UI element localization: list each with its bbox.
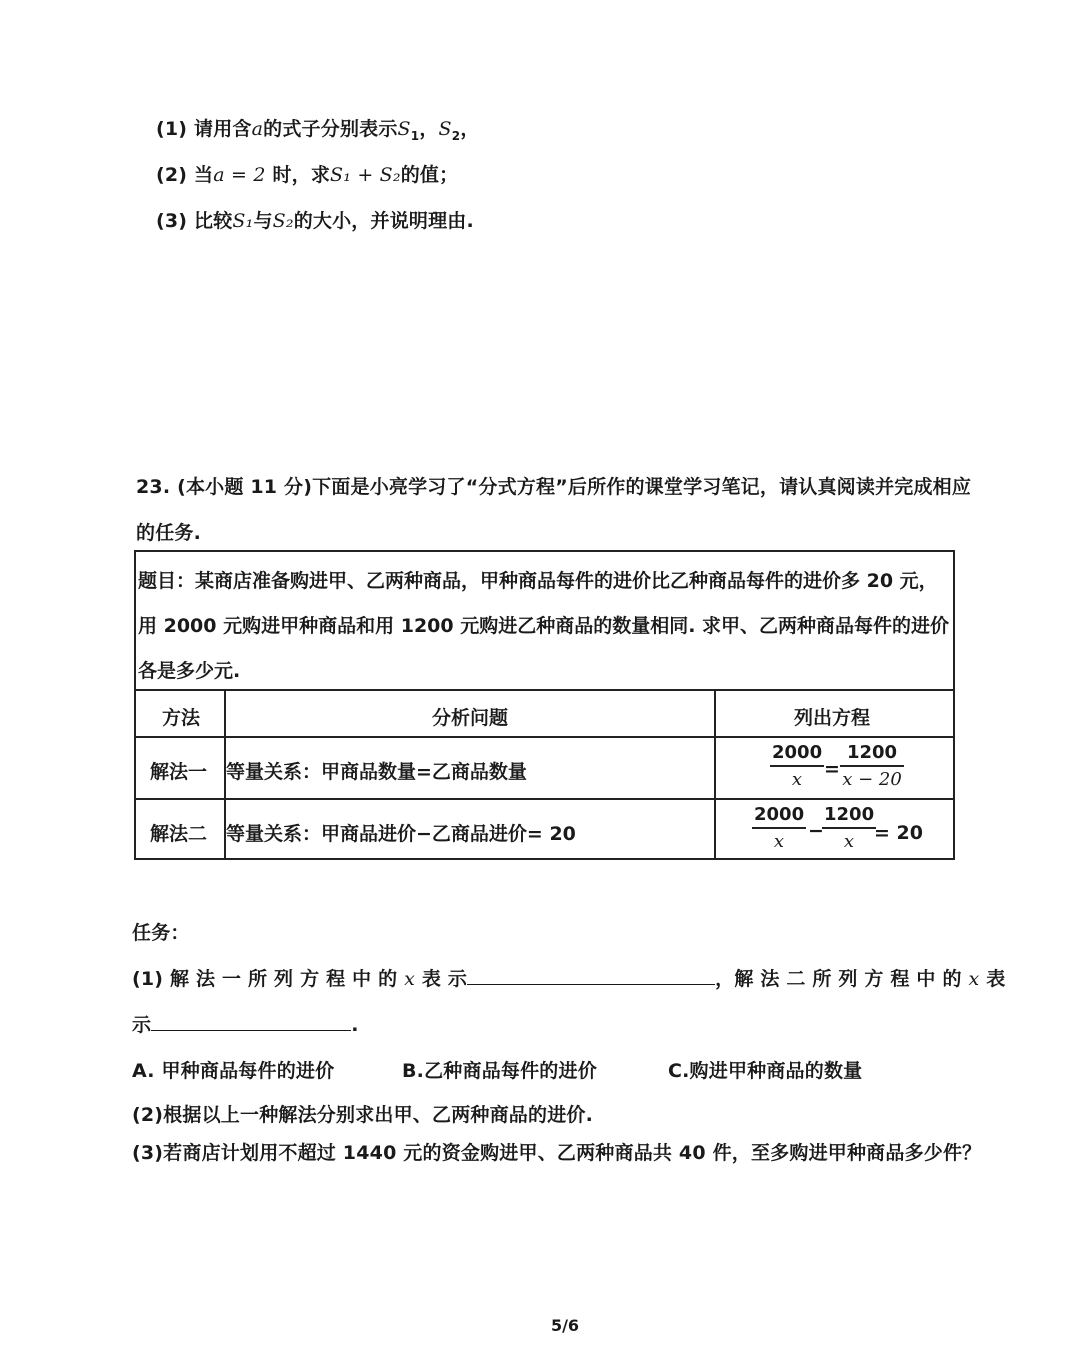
q22-subquestion-3 — [156, 206, 474, 233]
answer-blank-2[interactable] — [151, 1012, 351, 1031]
comma-end: ， — [460, 118, 480, 140]
row-1-fraction-right — [840, 742, 904, 790]
task-1-line-1 — [132, 964, 1005, 991]
task-3: (3)若商店计划用不超过 1440 元的资金购进甲、乙两种商品共 40 件，至多购进甲种商品多少件？ — [132, 1142, 982, 1164]
expr-s1-plus-s2: S₁ + S₂ — [330, 164, 401, 186]
var-x: x — [968, 968, 980, 990]
q23-intro-line-1: 23. (本小题 11 分)下面是小亮学习了“分式方程”后所作的课堂学习笔记，请认真阅读并完成相应 — [136, 476, 972, 498]
task-1-text: (1) 解 法 一 所 列 方 程 中 的 — [132, 968, 398, 990]
numerator: 2000 — [754, 804, 805, 825]
row-2-analysis: 等量关系：甲商品进价−乙商品进价= 20 — [226, 823, 576, 845]
fraction-bar — [822, 827, 876, 829]
q22-subquestion-1 — [156, 114, 480, 143]
table-divider — [136, 798, 953, 800]
q22-subquestion-2 — [156, 160, 458, 187]
q22-3-text-3: 的大小，并说明理由. — [293, 210, 474, 232]
task-1-text-3: ，解 法 二 所 列 方 程 中 的 — [715, 968, 962, 990]
numerator: 1200 — [824, 804, 875, 825]
var-s1: S — [397, 118, 411, 140]
table-divider — [136, 689, 953, 691]
period: . — [351, 1014, 359, 1036]
task-1-text-4: 表 — [986, 968, 1006, 990]
q22-1-text-2: 的式子分别表示 — [263, 118, 398, 140]
option-a: A. 甲种商品每件的进价 — [132, 1060, 335, 1082]
denominator: x — [843, 831, 855, 852]
q22-1-text: (1) 请用含 — [156, 118, 252, 140]
page-number: 5/6 — [550, 1316, 580, 1335]
header-method: 方法 — [162, 707, 201, 729]
sub-2: 2 — [451, 128, 461, 143]
row-1-method: 解法一 — [150, 761, 208, 783]
table-column-divider — [714, 689, 716, 860]
q23-intro-line-2: 的任务. — [136, 522, 202, 544]
problem-line-1: 题目：某商店准备购进甲、乙两种商品，甲种商品每件的进价比乙种商品每件的进价多 20 元， — [138, 570, 938, 592]
option-b: B.乙种商品每件的进价 — [402, 1060, 597, 1082]
q22-2-text-2: 时，求 — [265, 164, 331, 186]
var-s2: S — [438, 118, 452, 140]
row-1-fraction-left — [770, 742, 824, 790]
numerator: 2000 — [772, 742, 823, 763]
expr-a-equals-2: a = 2 — [213, 164, 266, 186]
comma: ， — [419, 118, 439, 140]
q22-2-text-3: 的值； — [400, 164, 459, 186]
fraction-bar — [752, 827, 806, 829]
row-2-fraction-left — [752, 804, 806, 852]
var-s2: S₂ — [272, 210, 294, 232]
option-c: C.购进甲种商品的数量 — [668, 1060, 863, 1082]
var-x: x — [404, 968, 416, 990]
task-title: 任务： — [132, 922, 190, 944]
var-s1: S₁ — [232, 210, 254, 232]
row-1-operator: = — [824, 758, 840, 780]
var-a: a — [251, 118, 264, 140]
row-2-operator: − — [808, 820, 824, 842]
problem-table — [134, 550, 955, 860]
denominator: x − 20 — [842, 769, 902, 790]
header-analysis: 分析问题 — [432, 707, 509, 729]
q22-3-text: (3) 比较 — [156, 210, 233, 232]
fraction-bar — [840, 765, 904, 767]
row-2-fraction-right — [822, 804, 876, 852]
denominator: x — [791, 769, 803, 790]
row-2-equals-tail: = 20 — [874, 822, 923, 844]
denominator: x — [773, 831, 785, 852]
numerator: 1200 — [846, 742, 898, 763]
sub-1: 1 — [410, 128, 420, 143]
header-equation: 列出方程 — [794, 707, 871, 729]
task-1-text-5: 示 — [132, 1014, 152, 1036]
q22-3-text-2: 与 — [253, 210, 273, 232]
answer-blank-1[interactable] — [467, 966, 715, 985]
task-1-text-2: 表 示 — [421, 968, 468, 990]
table-divider — [136, 736, 953, 738]
task-2: (2)根据以上一种解法分别求出甲、乙两种商品的进价. — [132, 1104, 594, 1126]
q22-2-text: (2) 当 — [156, 164, 214, 186]
row-1-analysis: 等量关系：甲商品数量=乙商品数量 — [226, 761, 527, 783]
task-1-line-2 — [132, 1010, 359, 1037]
row-2-method: 解法二 — [150, 823, 208, 845]
fraction-bar — [770, 765, 824, 767]
problem-line-3: 各是多少元. — [138, 660, 241, 682]
problem-line-2: 用 2000 元购进甲种商品和用 1200 元购进乙种商品的数量相同. 求甲、乙两种商品每件的进价 — [138, 615, 950, 637]
